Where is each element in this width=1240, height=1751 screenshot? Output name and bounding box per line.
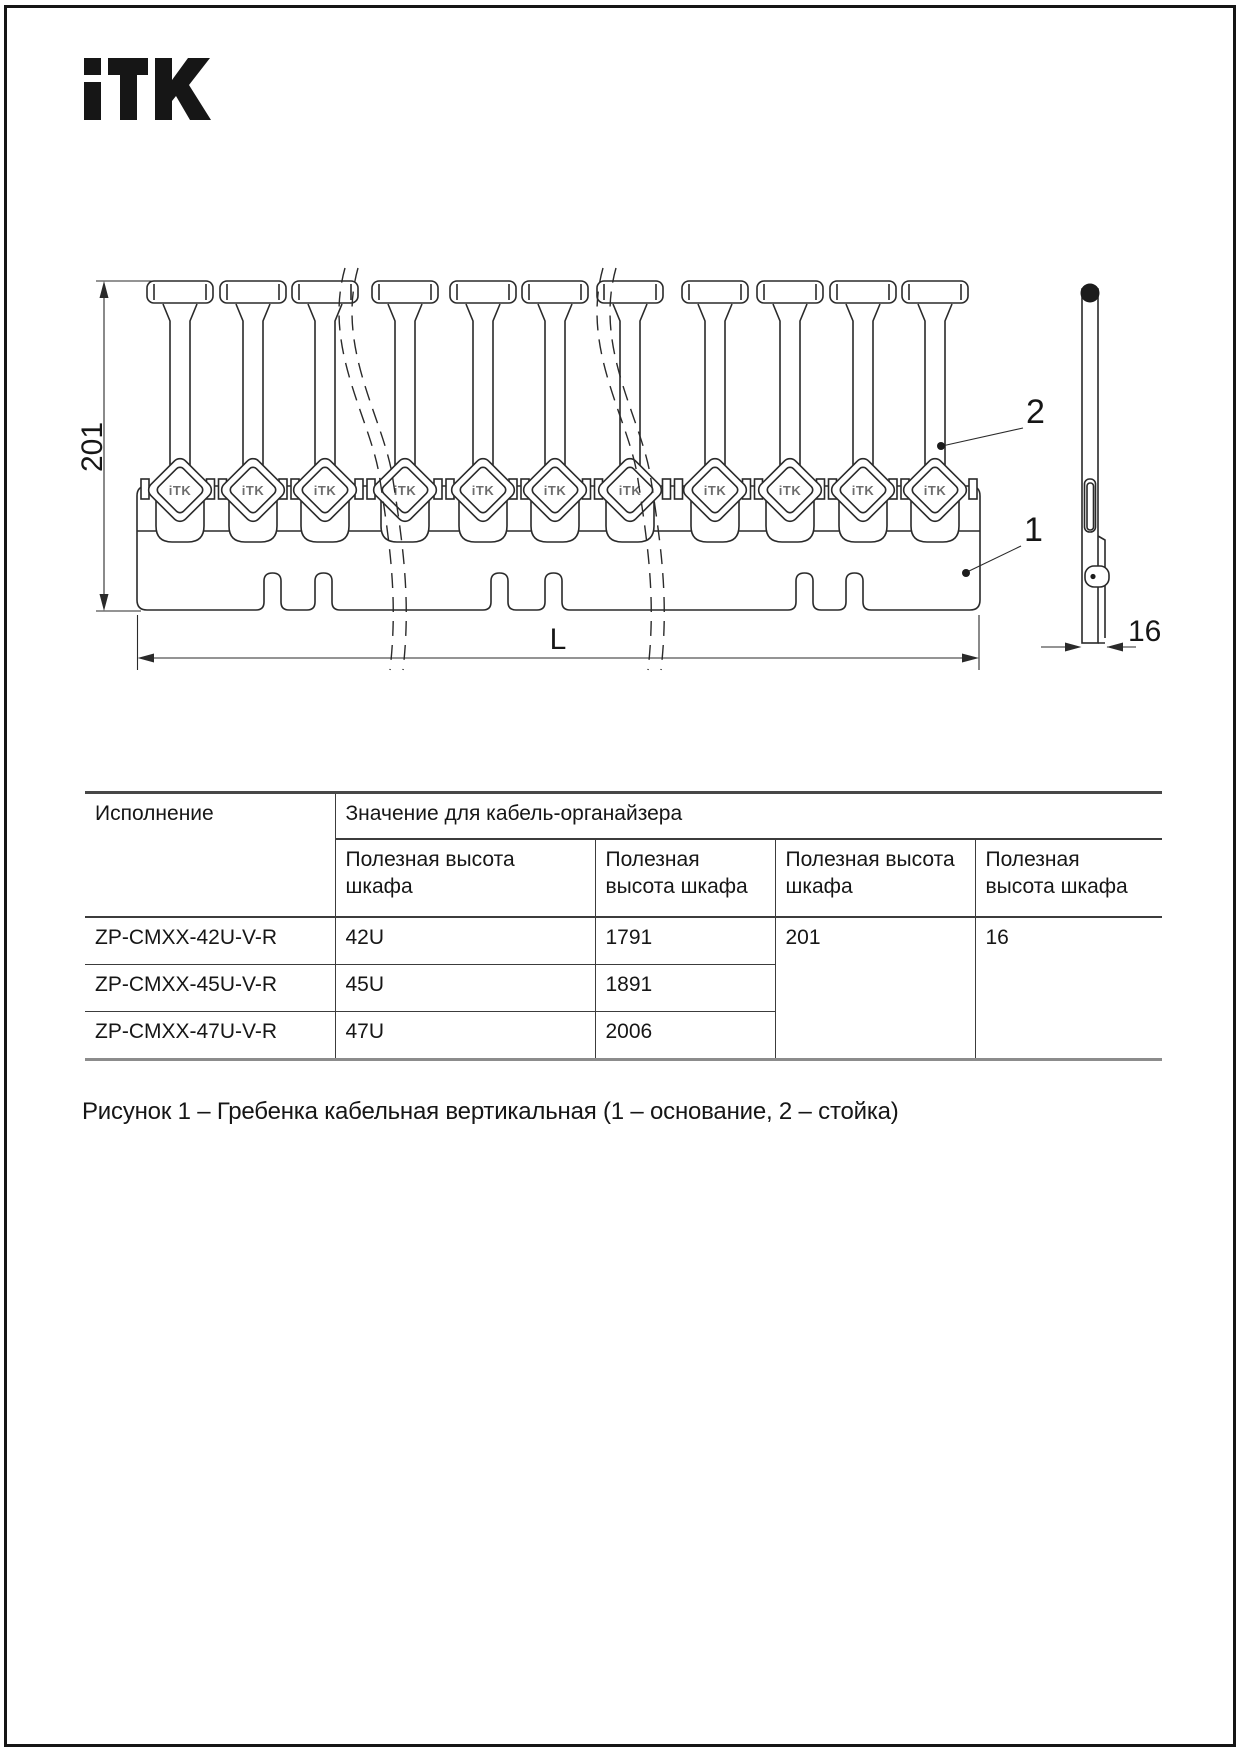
diamond-itk-text: iTK — [703, 483, 727, 498]
diamond-itk-text: iTK — [923, 483, 947, 498]
side-view-clip — [1085, 566, 1109, 587]
header-execution: Исполнение — [85, 793, 335, 918]
dimension-depth-16 — [1041, 615, 1161, 652]
callout-base-number: 1 — [1024, 511, 1043, 549]
cell-units: 47U — [335, 1012, 595, 1060]
comb-post — [290, 281, 359, 542]
comb-post — [900, 281, 969, 542]
comb-post — [680, 281, 749, 542]
cell-height: 1791 — [595, 917, 775, 965]
figure-caption: Рисунок 1 – Гребенка кабельная вертикальная (1 – основание, 2 – стойка) — [82, 1098, 899, 1125]
comb-post — [145, 281, 214, 542]
cell-units: 45U — [335, 965, 595, 1012]
comb-post — [828, 281, 897, 542]
cell-height: 2006 — [595, 1012, 775, 1060]
comb-post — [520, 281, 589, 542]
cell-model: ZP-CMXX-45U-V-R — [85, 965, 335, 1012]
cell-height-mm: 201 — [775, 917, 975, 1060]
subheader-2: Полезная высота шкафа — [595, 839, 775, 917]
comb-posts — [145, 281, 969, 542]
diamond-itk-text: iTK — [241, 483, 265, 498]
comb-post — [448, 281, 517, 542]
callout-post-number: 2 — [1026, 393, 1045, 431]
subheader-3: Полезная высота шкафа — [775, 839, 975, 917]
subheader-4: Полезная высота шкафа — [975, 839, 1162, 917]
cell-depth-mm: 16 — [975, 917, 1162, 1060]
diamond-itk-text: iTK — [543, 483, 567, 498]
dimension-length-L — [138, 615, 980, 670]
side-view — [1081, 284, 1110, 644]
dim-height-label: 201 — [76, 421, 109, 473]
side-view-cap — [1081, 284, 1100, 303]
diamond-itk-text: iTK — [393, 483, 417, 498]
cell-model: ZP-CMXX-47U-V-R — [95, 1020, 278, 1043]
diamond-itk-text: iTK — [618, 483, 642, 498]
header-group: Значение для кабель-органайзера — [335, 793, 1162, 840]
cell-height: 1891 — [595, 965, 775, 1012]
dim-length-label: L — [549, 623, 567, 656]
dim-depth-label: 16 — [1128, 615, 1162, 648]
diamond-itk-text: iTK — [471, 483, 495, 498]
diamond-itk-text: iTK — [778, 483, 802, 498]
spec-table — [85, 791, 1162, 1061]
diamond-itk-text: iTK — [168, 483, 192, 498]
table-header-row-1 — [85, 793, 1162, 840]
cell-model: ZP-CMXX-42U-V-R — [85, 917, 335, 965]
table-row — [85, 917, 1162, 965]
diamond-itk-text: iTK — [851, 483, 875, 498]
callout-post — [937, 393, 1045, 450]
comb-post — [755, 281, 824, 542]
subheader-1: Полезная высота шкафа — [335, 839, 595, 917]
cell-units: 42U — [335, 917, 595, 965]
comb-post — [218, 281, 287, 542]
comb-post — [370, 281, 439, 542]
diamond-itk-text: iTK — [313, 483, 337, 498]
